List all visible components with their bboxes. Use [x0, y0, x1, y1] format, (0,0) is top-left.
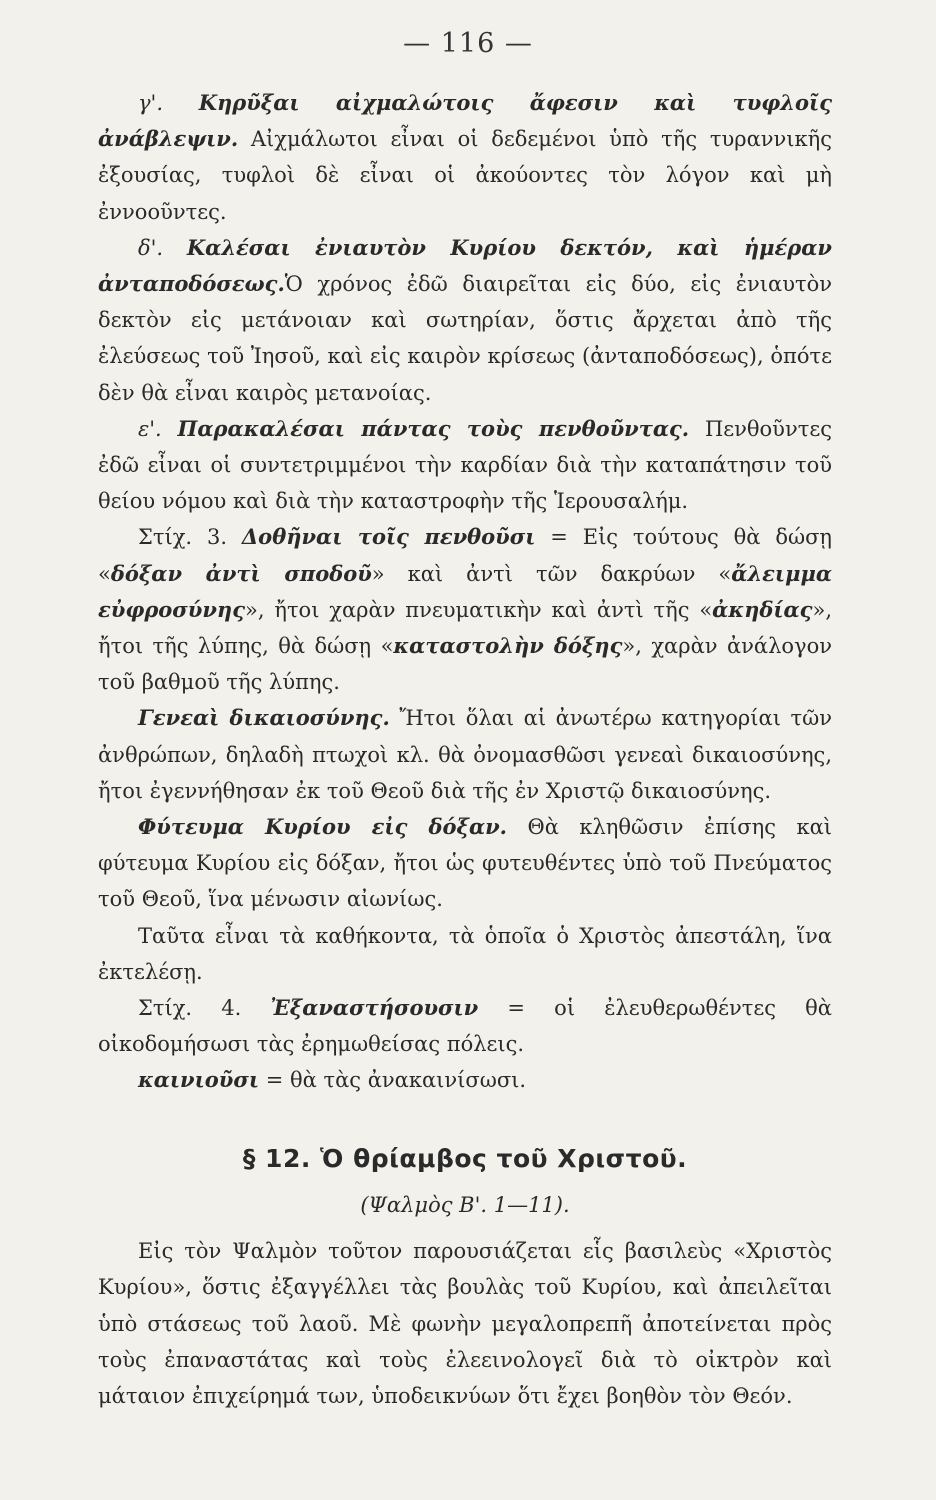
- text-run: = Εἰς τούτους θὰ δώσῃ «: [98, 525, 832, 586]
- emphasized-phrase: καταστολὴν δόξης: [393, 633, 623, 659]
- emphasized-phrase: Κηρῦξαι αἰχμαλώτοις ἄφεσιν καὶ τυφλοῖς ἀνάβλεψιν.: [98, 90, 832, 152]
- text-run: Αἰχμάλωτοι εἶναι οἱ δεδεμένοι ὑπὸ τῆς τυραννικῆς ἐξουσίας, τυφλοὶ δὲ εἶναι οἱ ἀκούοντες τὸν λόγον καὶ μὴ ἐννοοῦντες.: [98, 127, 832, 224]
- page-number: — 116 —: [403, 28, 533, 59]
- text-run: Στίχ. 4.: [138, 996, 271, 1021]
- paragraph: [98, 809, 832, 918]
- emphasized-phrase: ἀκηδίας: [712, 596, 813, 622]
- emphasized-phrase: Δοθῆναι τοῖς πενθοῦσι: [241, 524, 536, 550]
- text-run: δ'.: [138, 235, 187, 260]
- text-run: Στίχ. 3.: [138, 525, 242, 550]
- section-heading: § 12. Ὁ θρίαμβος τοῦ Χριστοῦ.: [242, 1143, 688, 1173]
- text-run: Ἤτοι ὅλαι αἱ ἀνωτέρω κατηγορίαι τῶν ἀνθρώπων, δηλαδὴ πτωχοὶ κλ. θὰ ὀνομασθῶσι γενεαὶ δικαιοσύνης, ἤτοι ἐγεννήθησαν ἐκ τοῦ Θεοῦ διὰ τῆς ἐν Χριστῷ δικαιοσύνης.: [98, 706, 832, 803]
- paragraph: [98, 85, 832, 230]
- emphasized-phrase: Ἐξαναστήσουσιν: [270, 995, 479, 1021]
- text-run: Θὰ κληθῶσιν ἐπίσης καὶ φύτευμα Κυρίου εἰς δόξαν, ἤτοι ὡς φυτευθέντες ὑπὸ τοῦ Πνεύματος τοῦ Θεοῦ, ἵνα μένωσιν αἰωνίως.: [98, 815, 832, 912]
- paragraph: [98, 1062, 832, 1098]
- closing-paragraph: Εἰς τὸν Ψαλμὸν τοῦτον παρουσιάζεται εἷς βασιλεὺς «Χριστὸς Κυρίου», ὅστις ἐξαγγέλλει τὰς βουλὰς τοῦ Κυρίου, καὶ ἀπειλεῖται ὑπὸ στάσεως τοῦ λαοῦ. Μὲ φωνὴν μεγαλοπρεπῆ ἀποτείνεται πρὸς τοὺς ἐπαναστάτας καὶ τοὺς ἐλεεινολογεῖ διὰ τὸ οἰκτρὸν καὶ μάταιον ἐπιχείρημά των, ὑποδεικνύων ὅτι ἔχει βοηθὸν τὸν Θεόν.: [98, 1239, 832, 1408]
- text-run: », χαρὰν ἀνάλογον τοῦ βαθμοῦ τῆς λύπης.: [98, 634, 832, 695]
- emphasized-phrase: Παρακαλέσαι πάντας τοὺς πενθοῦντας.: [177, 415, 690, 441]
- text-run: Πενθοῦντες ἐδῶ εἶναι οἱ συντετριμμένοι τὴν καρδίαν διὰ τὴν καταπάτησιν τοῦ θείου νόμου καὶ διὰ τὴν καταστροφὴν τῆς Ἱερουσαλήμ.: [98, 416, 832, 514]
- text-run: Ὁ χρόνος ἐδῶ διαιρεῖται εἰς δύο, εἰς ἐνιαυτὸν δεκτὸν εἰς μετάνοιαν καὶ σωτηρίαν, ὅστις ἄρχεται ἀπὸ τῆς ἐλεύσεως τοῦ Ἰησοῦ, καὶ εἰς καιρὸν κρίσεως (ἀνταποδόσεως), ὁπότε δὲν θὰ εἶναι καιρὸς μετανοίας.: [98, 272, 832, 405]
- emphasized-phrase: Γενεαὶ δικαιοσύνης.: [138, 705, 390, 731]
- paragraph: [98, 411, 832, 520]
- paragraph: [98, 519, 832, 700]
- section-subtitle: (Ψαλμὸς Β'. 1—11).: [360, 1192, 570, 1217]
- text-run: γ'.: [138, 91, 199, 115]
- page-body: [98, 85, 832, 1414]
- text-run: = θὰ τὰς ἀνακαινίσωσι.: [259, 1068, 527, 1093]
- paragraph: [98, 230, 832, 411]
- paragraph: [98, 700, 832, 809]
- text-run: » καὶ ἀντὶ τῶν δακρύων «: [371, 561, 732, 586]
- paragraph: [98, 918, 832, 990]
- emphasized-phrase: Φύτευμα Κυρίου εἰς δόξαν.: [138, 814, 507, 840]
- text-run: Ταῦτα εἶναι τὰ καθήκοντα, τὰ ὁποῖα ὁ Χριστὸς ἀπεστάλη, ἵνα ἐκτελέσῃ.: [98, 923, 832, 984]
- paragraph: [98, 990, 832, 1062]
- commentary-paragraphs: [98, 85, 832, 1099]
- emphasized-phrase: ἄλειμμα εὐφροσύνης: [98, 560, 832, 622]
- emphasized-phrase: Καλέσαι ἐνιαυτὸν Κυρίου δεκτόν, καὶ ἡμέραν ἀνταποδόσεως.: [98, 234, 832, 297]
- text-run: », ἤτοι χαρὰν πνευματικὴν καὶ ἀντὶ τῆς «: [245, 597, 713, 622]
- text-run: ε'.: [138, 416, 178, 441]
- text-run: = οἱ ἐλευθερωθέντες θὰ οἰκοδομήσωσι τὰς ἐρημωθείσας πόλεις.: [98, 996, 832, 1057]
- emphasized-phrase: δόξαν ἀντὶ σποδοῦ: [110, 560, 372, 586]
- emphasized-phrase: καινιοῦσι: [138, 1067, 260, 1093]
- text-run: », ἤτοι τῆς λύπης, θὰ δώσῃ «: [98, 597, 832, 659]
